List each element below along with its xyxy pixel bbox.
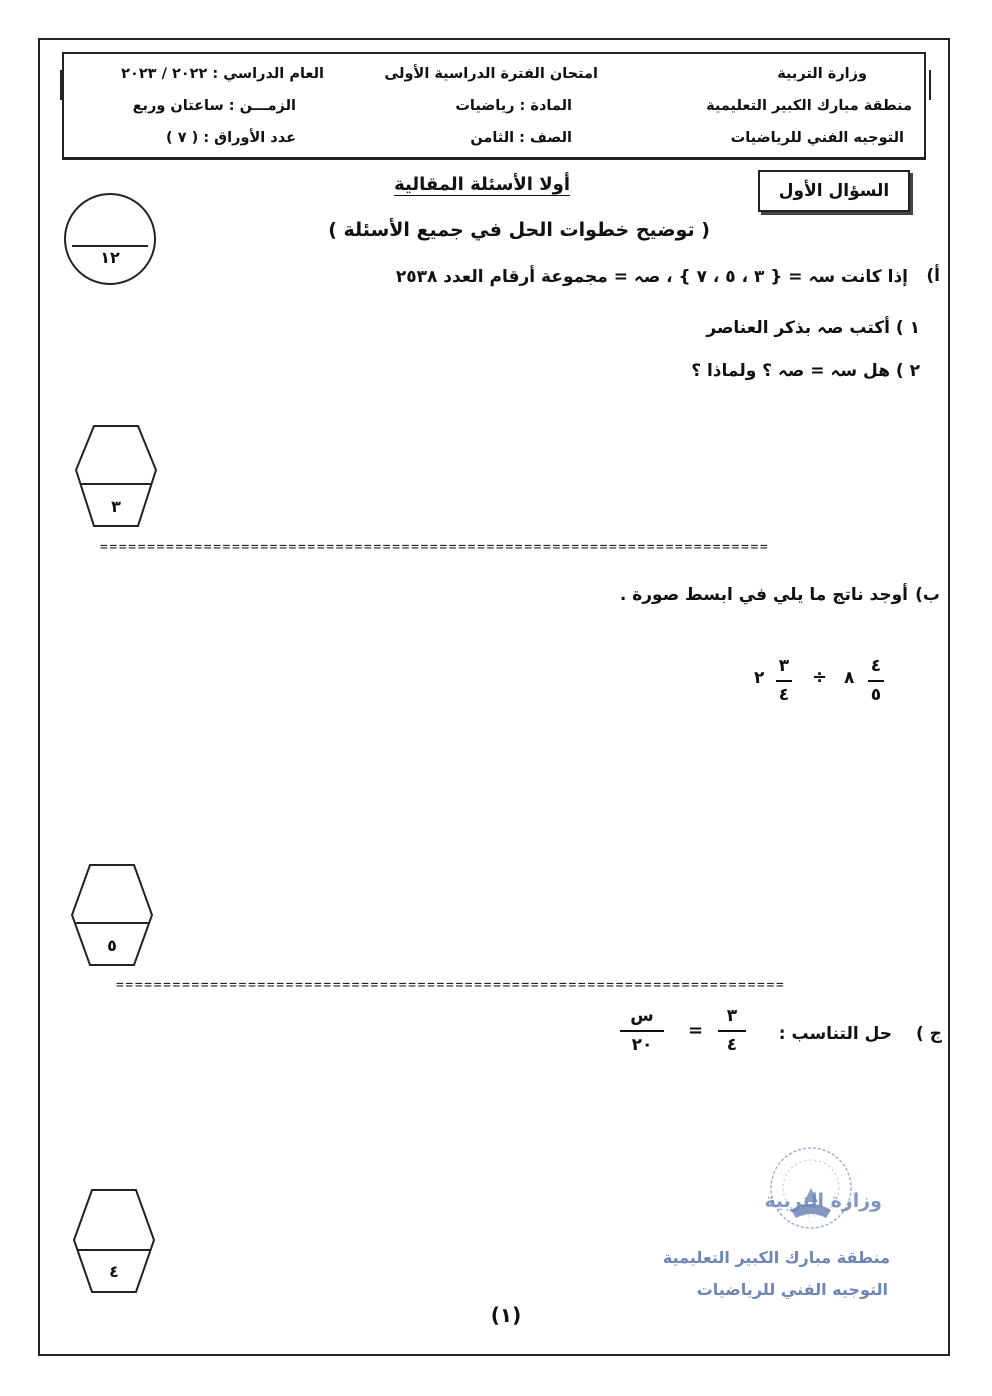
fraction-1-denominator: ٥ — [870, 685, 882, 705]
proportion-right — [620, 1008, 664, 1054]
part-c-score: ٤ — [109, 1262, 119, 1281]
proportion-left-numerator: ٣ — [726, 1006, 738, 1026]
exam-title: امتحان الفترة الدراسية الأولى — [384, 66, 598, 82]
part-b-expression — [740, 654, 900, 714]
part-a-item-2: ٢ ) هل سہ = صہ ؟ ولماذا ؟ — [691, 361, 920, 381]
subject: المادة : رياضيات — [455, 98, 572, 114]
question-label: السؤال الأول — [758, 170, 910, 212]
part-b-statement: أوجد ناتج ما يلي في ابسط صورة . — [619, 585, 908, 605]
proportion-right-denominator: ٢٠ — [631, 1035, 653, 1055]
fraction-2 — [776, 658, 792, 704]
total-score: ١٢ — [100, 248, 120, 267]
grade: الصف : الثامن — [470, 130, 572, 146]
part-a-statement: إذا كانت سہ = { ٣ ، ٥ ، ٧ } ، صہ = مجموعة أرقام العدد ٢٥٣٨ — [395, 267, 908, 287]
part-b-score: ٥ — [107, 936, 117, 955]
part-a-item-1: ١ ) أكتب صہ بذكر العناصر — [706, 318, 920, 338]
stamp-line-1: وزارة التربية — [764, 1190, 882, 1212]
fraction-2-denominator: ٤ — [778, 685, 790, 705]
instruction: ( توضيح خطوات الحل في جميع الأسئلة ) — [328, 219, 710, 241]
district-name: منطقة مبارك الكبير التعليمية — [706, 98, 912, 114]
academic-year: العام الدراسي : ٢٠٢٢ / ٢٠٢٣ — [121, 66, 324, 82]
total-score-circle — [64, 193, 156, 285]
ministry-name: وزارة التربية — [777, 66, 867, 82]
stamp-line-2: منطقة مبارك الكبير التعليمية — [662, 1248, 890, 1267]
separator-1: ======================================================================= — [100, 540, 770, 555]
fraction-1 — [868, 658, 884, 704]
divide-operator: ÷ — [812, 667, 828, 688]
part-c-label: ج ) — [916, 1024, 942, 1044]
part-a-score: ٣ — [111, 497, 121, 516]
part-a-label: أ) — [926, 266, 940, 286]
whole-2: ٢ — [754, 668, 765, 688]
pages-count: عدد الأوراق : ( ٧ ) — [166, 130, 296, 146]
stamp-line-3: التوجيه الفني للرياضيات — [696, 1280, 888, 1299]
duration: الزمـــن : ساعتان وربع — [132, 98, 296, 114]
proportion-left-denominator: ٤ — [726, 1035, 738, 1055]
separator-2: ======================================================================= — [116, 978, 786, 993]
department-name: التوجيه الفني للرياضيات — [730, 130, 904, 146]
section-title: أولا الأسئلة المقالية — [394, 174, 570, 195]
fraction-2-numerator: ٣ — [778, 656, 790, 676]
whole-1: ٨ — [844, 668, 855, 688]
proportion-right-numerator: س — [630, 1006, 654, 1026]
proportion-left — [718, 1008, 746, 1054]
fraction-1-numerator: ٤ — [870, 656, 882, 676]
part-c-statement: حل التناسب : — [778, 1024, 892, 1044]
part-b-label: ب) — [915, 585, 940, 605]
proportion-equals: = — [688, 1020, 704, 1041]
page-number: (١) — [490, 1303, 522, 1327]
